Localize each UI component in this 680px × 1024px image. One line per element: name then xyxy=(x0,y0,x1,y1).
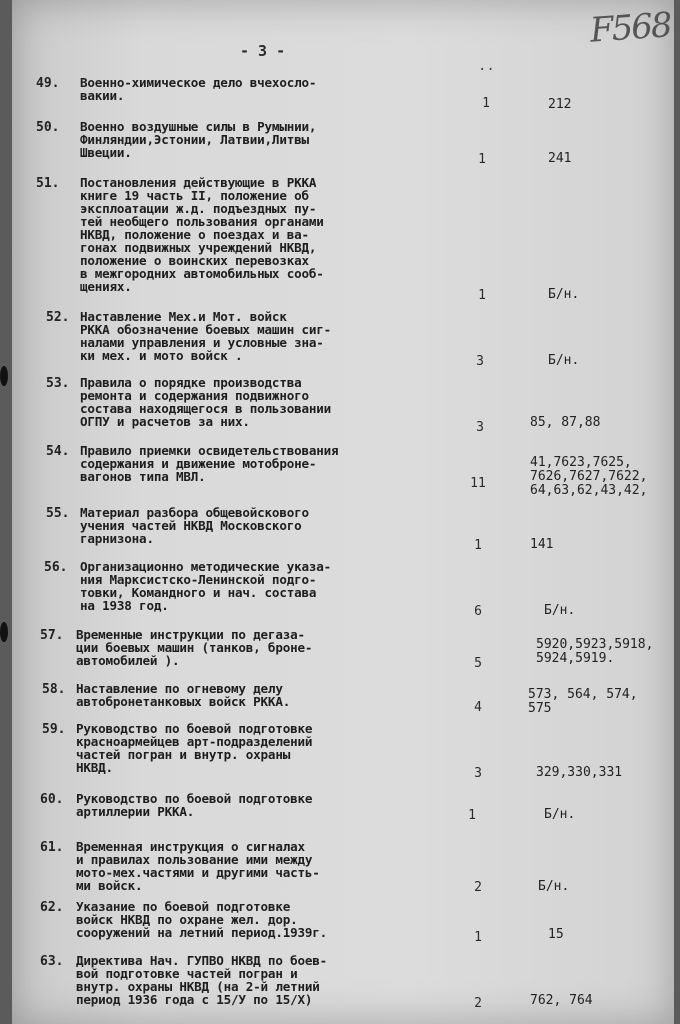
entry-copies: 3 xyxy=(476,354,484,369)
entry-number: 59. xyxy=(42,722,66,737)
entry-pages: Б/н. xyxy=(538,879,570,894)
entry-pages: 85, 87,88 xyxy=(530,415,601,430)
entry-title: Материал разбора общевойскового учения частей НКВД Московского гарнизона. xyxy=(80,505,309,546)
entry-copies: 1 xyxy=(478,152,486,167)
entry-copies: 6 xyxy=(474,604,482,619)
entry-title: Руководство по боевой подготовке артиллерии РККА. xyxy=(76,791,313,819)
handwritten-mark: F568 xyxy=(588,5,672,51)
entry-copies: 3 xyxy=(474,766,482,781)
entry-copies: 2 xyxy=(474,880,482,895)
entry-number: 51. xyxy=(36,176,60,191)
entry-title: Директива Нач. ГУПВО НКВД по боев- вой подготовке частей погран и внутр. охраны НКВД (на 2-й летний период 1936 года с 15/У по 15/Х) xyxy=(76,953,327,1007)
entry-copies: 3 xyxy=(476,420,484,435)
entry-pages: 5920,5923,5918, 5924,5919. xyxy=(536,637,654,666)
punch-hole xyxy=(0,366,8,386)
entry-title: Наставление Мех.и Мот. войск РККА обозначение боевых машин сиг- налами управления и условные зна- ки мех. и мото войск . xyxy=(80,309,331,363)
entry-pages: 41,7623,7625, 7626,7627,7622, 64,63,62,43,42, xyxy=(530,455,648,498)
entry-number: 54. xyxy=(46,444,70,459)
entry-title: Военно воздушные силы в Румынии, Финляндии,Эстонии, Латвии,Литвы Швеции. xyxy=(80,119,317,160)
entry-number: 57. xyxy=(40,628,64,643)
entry-title: Правило приемки освидетельствования содержания и движение мотоброне- вагонов типа МВЛ. xyxy=(80,443,339,484)
entry-copies: 2 xyxy=(474,996,482,1011)
entry-pages: 141 xyxy=(530,537,554,552)
entry-title: Военно-химическое дело вчехосло- вакии. xyxy=(80,75,317,103)
entry-number: 53. xyxy=(46,376,70,391)
entry-pages: Б/н. xyxy=(548,353,580,368)
entry-pages: 762, 764 xyxy=(530,993,593,1008)
entry-number: 50. xyxy=(36,120,60,135)
entry-title: Временные инструкции по дегаза- ции боевых машин (танков, броне- автомобилей ). xyxy=(76,627,313,668)
entry-title: Постановления действующие в РККА книге 19 часть II, положение об эксплоатации ж.д. подъездных пу- тей необщего пользования органами НКВД, положение о поездах и ва- гонах подвижных учреждений НКВД, положение о воинских перевозках в межгородних автомобильных сооб- щениях. xyxy=(80,175,324,294)
entry-copies: 1 xyxy=(478,288,486,303)
top-mark: .. xyxy=(478,58,495,74)
entry-number: 52. xyxy=(46,310,70,325)
entry-copies: 1 xyxy=(482,96,490,111)
entry-copies: 1 xyxy=(474,930,482,945)
entry-pages: 15 xyxy=(548,927,564,942)
entry-number: 61. xyxy=(40,840,64,855)
entry-number: 56. xyxy=(44,560,68,575)
entry-pages: 329,330,331 xyxy=(536,765,623,780)
entry-pages: 241 xyxy=(548,151,572,166)
entry-copies: 5 xyxy=(474,656,482,671)
entry-title: Наставление по огневому делу автобронетанковых войск РККА. xyxy=(76,681,291,709)
entry-number: 60. xyxy=(40,792,64,807)
entry-pages: Б/н. xyxy=(544,807,576,822)
entry-number: 58. xyxy=(42,682,66,697)
entry-pages: 573, 564, 574, 575 xyxy=(528,687,638,716)
entry-title: Руководство по боевой подготовке красноармейцев арт-подразделений частей погран и внутр. охраны НКВД. xyxy=(76,721,313,775)
entry-pages: Б/н. xyxy=(544,603,576,618)
entry-number: 49. xyxy=(36,76,60,91)
entry-title: Временная инструкция о сигналах и правилах пользование ими между мото-мех.частями и другими часть- ми войск. xyxy=(76,839,320,893)
entry-title: Организационно методические указа- ния Марксистско-Ленинской подго- товки, Командного и нач. состава на 1938 год. xyxy=(80,559,331,613)
entry-pages: Б/н. xyxy=(548,287,580,302)
entry-copies: 1 xyxy=(474,538,482,553)
entry-title: Правила о порядке производства ремонта и содержания подвижного состава находящегося в пользовании ОГПУ и расчетов за них. xyxy=(80,375,331,429)
punch-hole xyxy=(0,622,8,642)
entry-copies: 4 xyxy=(474,700,482,715)
page-number: - 3 - xyxy=(240,42,286,60)
entry-number: 63. xyxy=(40,954,64,969)
entry-copies: 1 xyxy=(468,808,476,823)
entry-title: Указание по боевой подготовке войск НКВД по охране жел. дор. сооружений на летний период.1939г. xyxy=(76,899,327,940)
entry-number: 55. xyxy=(46,506,70,521)
entry-pages: 212 xyxy=(548,97,572,112)
entry-copies: 11 xyxy=(470,476,486,491)
entry-number: 62. xyxy=(40,900,64,915)
